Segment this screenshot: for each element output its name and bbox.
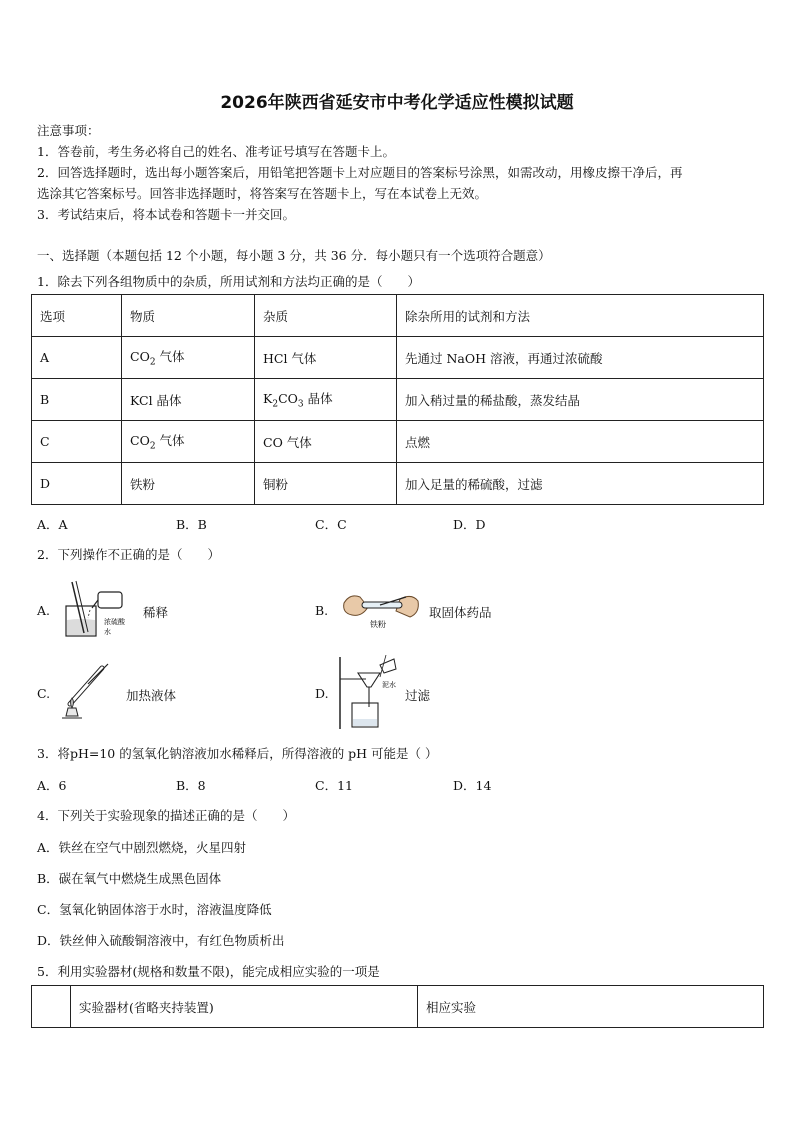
q2-stem: 2．下列操作不正确的是（ ） [37,547,220,562]
q3-answer-a[interactable]: A．6 [37,778,67,793]
filtration-figure-icon [336,655,402,731]
q3-answer-b[interactable]: B．8 [176,778,206,793]
page-title: 2026年陕西省延安市中考化学适应性模拟试题 [220,93,574,113]
take-solid-figure-icon [340,585,422,631]
q2-option-a-label[interactable]: A. [37,603,51,618]
fig-label: 泥水 [382,681,396,689]
q1-table [31,294,764,505]
q1-stem: 1．除去下列各组物质中的杂质，所用试剂和方法均正确的是（ ） [37,274,420,289]
cell-method: 加入足量的稀硫酸，过滤 [397,463,764,505]
cell-option: A [32,337,122,379]
cell-substance: 铁粉 [122,463,255,505]
q1-answer-d[interactable]: D．D [453,517,486,532]
q4-option-a[interactable]: A．铁丝在空气中剧烈燃烧，火星四射 [37,840,247,855]
header-cell: 物质 [122,295,255,337]
notice-heading: 注意事项： [37,123,100,138]
table-header-row [32,295,764,337]
notice-item-2: 2．回答选择题时，选出每小题答案后，用铅笔把答题卡上对应题目的答案标号涂黑，如需改动，用橡皮擦干净后，再 [37,165,683,180]
cell-option: B [32,379,122,421]
fig-label: 浓硫酸 [104,618,125,626]
header-cell: 相应实验 [418,986,764,1028]
header-cell [32,986,71,1028]
q4-option-d[interactable]: D．铁丝伸入硫酸铜溶液中，有红色物质析出 [37,933,285,948]
q1-answer-c[interactable]: C．C [315,517,347,532]
cell-impurity: CO 气体 [255,421,397,463]
fig-label: 水 [104,628,111,636]
q5-stem: 5．利用实验器材(规格和数量不限)，能完成相应实验的一项是 [37,964,380,979]
header-cell: 选项 [32,295,122,337]
table-row [32,463,764,505]
notice-item-1: 1．答卷前，考生务必将自己的姓名、准考证号填写在答题卡上。 [37,144,395,159]
cell-impurity: 铜粉 [255,463,397,505]
header-cell: 杂质 [255,295,397,337]
notice-item-3: 3．考试结束后，将本试卷和答题卡一并交回。 [37,207,295,222]
q2-option-c-caption: 加热液体 [126,688,177,703]
q1-answer-b[interactable]: B．B [176,517,207,532]
cell-option: D [32,463,122,505]
dilution-figure-icon [62,578,140,640]
q3-stem: 3．将pH=10 的氢氧化钠溶液加水稀释后，所得溶液的 pH 可能是（ ） [37,746,438,761]
q3-answer-c[interactable]: C．11 [315,778,353,793]
cell-option: C [32,421,122,463]
cell-substance: KCl 晶体 [122,379,255,421]
q2-option-d-caption: 过滤 [405,688,431,703]
q1-answer-a[interactable]: A．A [37,517,68,532]
table-row [32,421,764,463]
q4-stem: 4．下列关于实验现象的描述正确的是（ ） [37,808,295,823]
cell-method: 点燃 [397,421,764,463]
cell-substance: $CO_2$ 气体 [122,337,255,379]
q2-option-b-label[interactable]: B. [315,603,329,618]
q5-table [31,985,764,1028]
heating-liquid-figure-icon [58,660,122,724]
q2-option-b-caption: 取固体药品 [429,605,492,620]
q4-option-c[interactable]: C．氢氧化钠固体溶于水时，溶液温度降低 [37,902,272,917]
q3-answer-d[interactable]: D．14 [453,778,492,793]
q2-option-d-label[interactable]: D. [315,686,329,701]
table-row [32,337,764,379]
header-cell: 实验器材(省略夹持装置) [71,986,418,1028]
header-cell: 除杂所用的试剂和方法 [397,295,764,337]
cell-method: 先通过 NaOH 溶液，再通过浓硫酸 [397,337,764,379]
section-heading: 一、选择题（本题包括 12 个小题，每小题 3 分，共 36 分．每小题只有一个选项符合题意） [37,248,551,263]
table-row [32,379,764,421]
notice-item-2-cont: 选涂其它答案标号。回答非选择题时，将答案写在答题卡上，写在本试卷上无效。 [37,186,488,201]
q4-option-b[interactable]: B．碳在氧气中燃烧生成黑色固体 [37,871,222,886]
cell-method: 加入稍过量的稀盐酸，蒸发结晶 [397,379,764,421]
table-header-row [32,986,764,1028]
cell-impurity: HCl 气体 [255,337,397,379]
cell-impurity: $K_2CO_3$ 晶体 [255,379,397,421]
q2-option-a-caption: 稀释 [143,605,169,620]
cell-substance: $CO_2$ 气体 [122,421,255,463]
q2-option-c-label[interactable]: C. [37,686,51,701]
fig-label: 铁粉 [370,620,386,629]
